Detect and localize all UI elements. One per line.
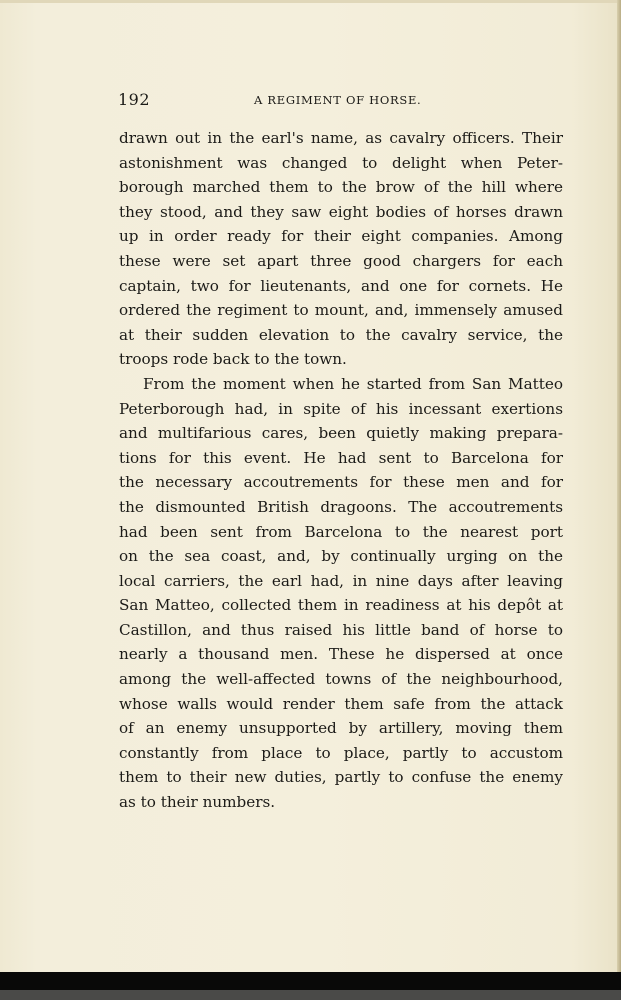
text-line: nearly a thousand men. These he dispersed at once <box>119 645 563 664</box>
text-line: them to their new duties, partly to confuse the enemy <box>119 768 563 787</box>
page-right-edge <box>617 0 621 972</box>
page-top-edge <box>0 0 621 3</box>
text-line: the necessary accoutrements for these men and for <box>119 473 563 492</box>
text-line: tions for this event. He had sent to Barcelona for <box>119 448 563 467</box>
text-line: these were set apart three good chargers for each <box>119 251 563 270</box>
paragraph-2 <box>119 372 563 815</box>
page-number: 192 <box>118 90 151 109</box>
text-line: had been sent from Barcelona to the nearest port <box>119 522 563 541</box>
text-line: constantly from place to place, partly to accustom <box>119 743 563 762</box>
text-line: they stood, and they saw eight bodies of horses drawn <box>119 202 563 221</box>
text-line: the dismounted British dragoons. The accoutrements <box>119 497 563 516</box>
text-line: borough marched them to the brow of the hill where <box>119 178 563 197</box>
text-line: and multifarious cares, been quietly making prepara- <box>119 424 563 443</box>
text-line: captain, two for lieutenants, and one for cornets. He <box>119 276 563 295</box>
text-line: local carriers, the earl had, in nine days after leaving <box>119 571 563 590</box>
text-line: From the moment when he started from San Matteo <box>143 374 563 393</box>
body-text <box>119 126 563 815</box>
text-line: Peterborough had, in spite of his incessant exertions <box>119 399 563 418</box>
scanner-background <box>0 972 621 1000</box>
text-line: San Matteo, collected them in readiness at his depôt at <box>119 596 563 615</box>
text-line: of an enemy unsupported by artillery, moving them <box>119 719 563 738</box>
text-line: Castillon, and thus raised his little band of horse to <box>119 620 563 639</box>
text-line: whose walls would render them safe from the attack <box>119 694 563 713</box>
text-line: up in order ready for their eight companies. Among <box>119 227 563 246</box>
running-title: A REGIMENT OF HORSE. <box>254 93 422 107</box>
text-line: astonishment was changed to delight when Peter- <box>119 153 563 172</box>
text-line: among the well-affected towns of the neighbourhood, <box>119 670 563 689</box>
text-line: at their sudden elevation to the cavalry service, the <box>119 325 563 344</box>
text-line: ordered the regiment to mount, and, immensely amused <box>119 301 563 320</box>
text-line: troops rode back to the town. <box>119 350 347 369</box>
text-line: drawn out in the earl's name, as cavalry officers. Their <box>119 129 563 147</box>
book-cover-edge <box>0 990 621 1000</box>
running-head <box>118 90 564 110</box>
text-line: as to their numbers. <box>119 793 276 812</box>
paragraph-1 <box>119 126 563 372</box>
text-line: on the sea coast, and, by continually urging on the <box>119 547 563 566</box>
